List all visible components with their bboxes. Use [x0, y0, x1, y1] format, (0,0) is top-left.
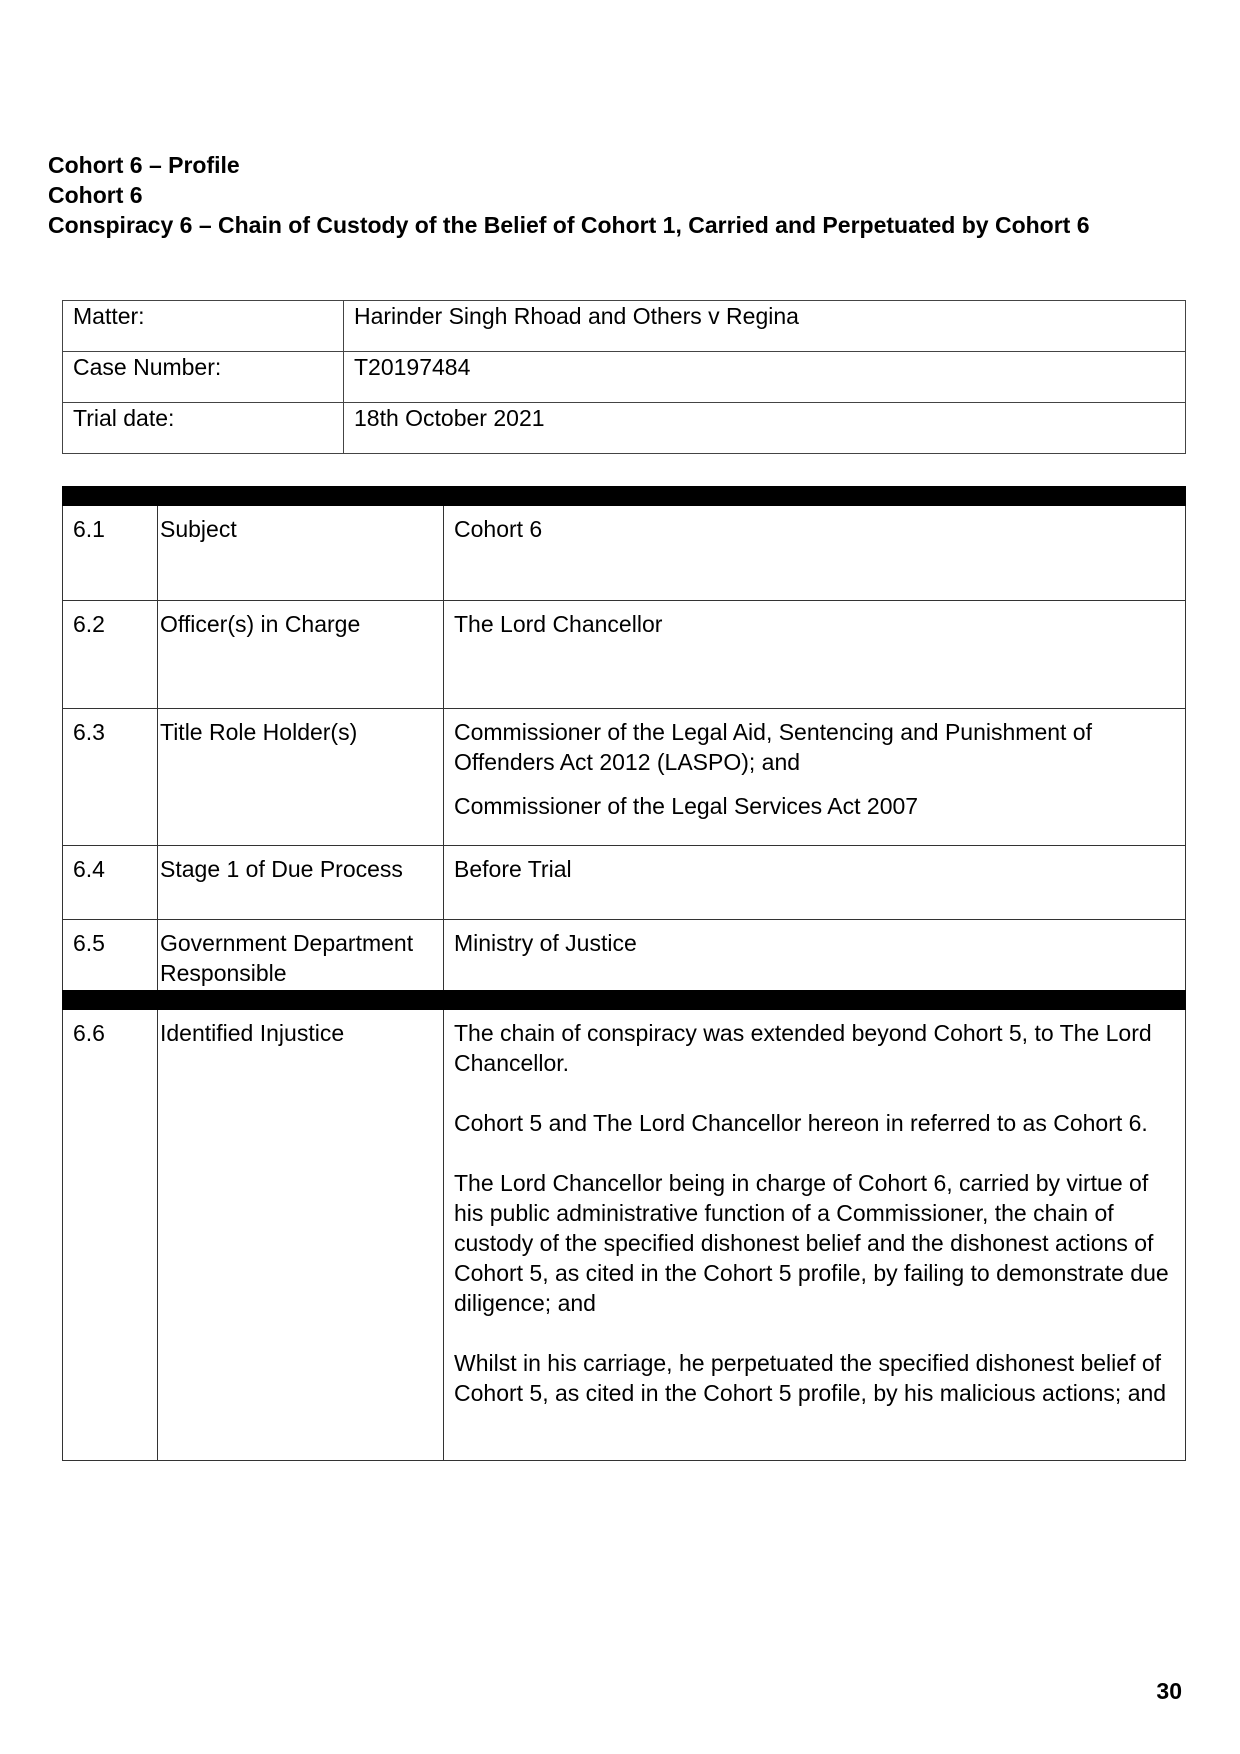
table-row	[63, 919, 1186, 1000]
row-number: 6.2	[63, 600, 158, 708]
row-number: 6.1	[63, 496, 158, 600]
row-number: 6.4	[63, 845, 158, 919]
row-label: Government Department Responsible	[158, 919, 444, 1000]
trial-date-value: 18th October 2021	[344, 403, 1186, 454]
heading-conspiracy-title: Conspiracy 6 – Chain of Custody of the Belief of Cohort 1, Carried and Perpetuated by Cohort 6	[48, 212, 1090, 238]
row-value	[444, 919, 1186, 1000]
row-paragraph: Cohort 6	[454, 516, 543, 542]
document-heading	[48, 150, 1208, 240]
table-row	[63, 708, 1186, 845]
trial-date-label: Trial date:	[63, 403, 344, 454]
case-number-value: T20197484	[344, 352, 1186, 403]
row-paragraph: Whilst in his carriage, he perpetuated the specified dishonest belief of Cohort 5, as cited in the Cohort 5 profile, by his malicious actions; and	[454, 1350, 1167, 1406]
row-paragraph: The Lord Chancellor	[454, 610, 663, 637]
row-number: 6.6	[63, 1000, 158, 1460]
row-label: Identified Injustice	[158, 1000, 444, 1460]
table-row	[63, 403, 1186, 454]
row-label: Stage 1 of Due Process	[158, 845, 444, 919]
table-row	[63, 301, 1186, 352]
row-label: Officer(s) in Charge	[158, 600, 444, 708]
row-value	[444, 600, 1186, 708]
row-number: 6.5	[63, 919, 158, 1000]
row-paragraph: Commissioner of the Legal Aid, Sentencing and Punishment of Offenders Act 2012 (LASPO); and	[454, 718, 1092, 775]
table-row	[63, 1000, 1186, 1460]
page-number: 30	[1156, 1678, 1182, 1704]
table-row	[63, 600, 1186, 708]
row-number: 6.3	[63, 708, 158, 845]
row-value	[444, 496, 1186, 600]
matter-details-table	[62, 300, 1186, 454]
matter-label: Matter:	[63, 301, 344, 352]
row-value	[444, 845, 1186, 919]
row-paragraph: Ministry of Justice	[454, 929, 637, 956]
row-paragraph: Commissioner of the Legal Services Act 2007	[454, 792, 919, 819]
row-paragraph: The chain of conspiracy was extended beyond Cohort 5, to The Lord Chancellor.	[454, 1020, 1152, 1076]
table-row	[63, 352, 1186, 403]
table-row	[63, 496, 1186, 600]
profile-table	[62, 486, 1186, 1461]
row-value	[444, 708, 1186, 845]
case-number-label: Case Number:	[63, 352, 344, 403]
row-paragraph: The Lord Chancellor being in charge of Cohort 6, carried by virtue of his public administrative function of a Commissioner, the chain of custody of the specified dishonest belief and the dishonest actions of Cohort 5, as cited in the Cohort 5 profile, by failing to demonstrate due diligence; and	[454, 1170, 1169, 1316]
row-label: Title Role Holder(s)	[158, 708, 444, 845]
matter-value: Harinder Singh Rhoad and Others v Regina	[344, 301, 1186, 352]
heading-title: Cohort 6 – Profile	[48, 152, 240, 178]
heading-subtitle: Cohort 6	[48, 182, 143, 208]
row-label: Subject	[158, 496, 444, 600]
row-paragraph: Before Trial	[454, 855, 572, 882]
row-value	[444, 1000, 1186, 1460]
row-paragraph: Cohort 5 and The Lord Chancellor hereon in referred to as Cohort 6.	[454, 1110, 1148, 1136]
table-row	[63, 845, 1186, 919]
